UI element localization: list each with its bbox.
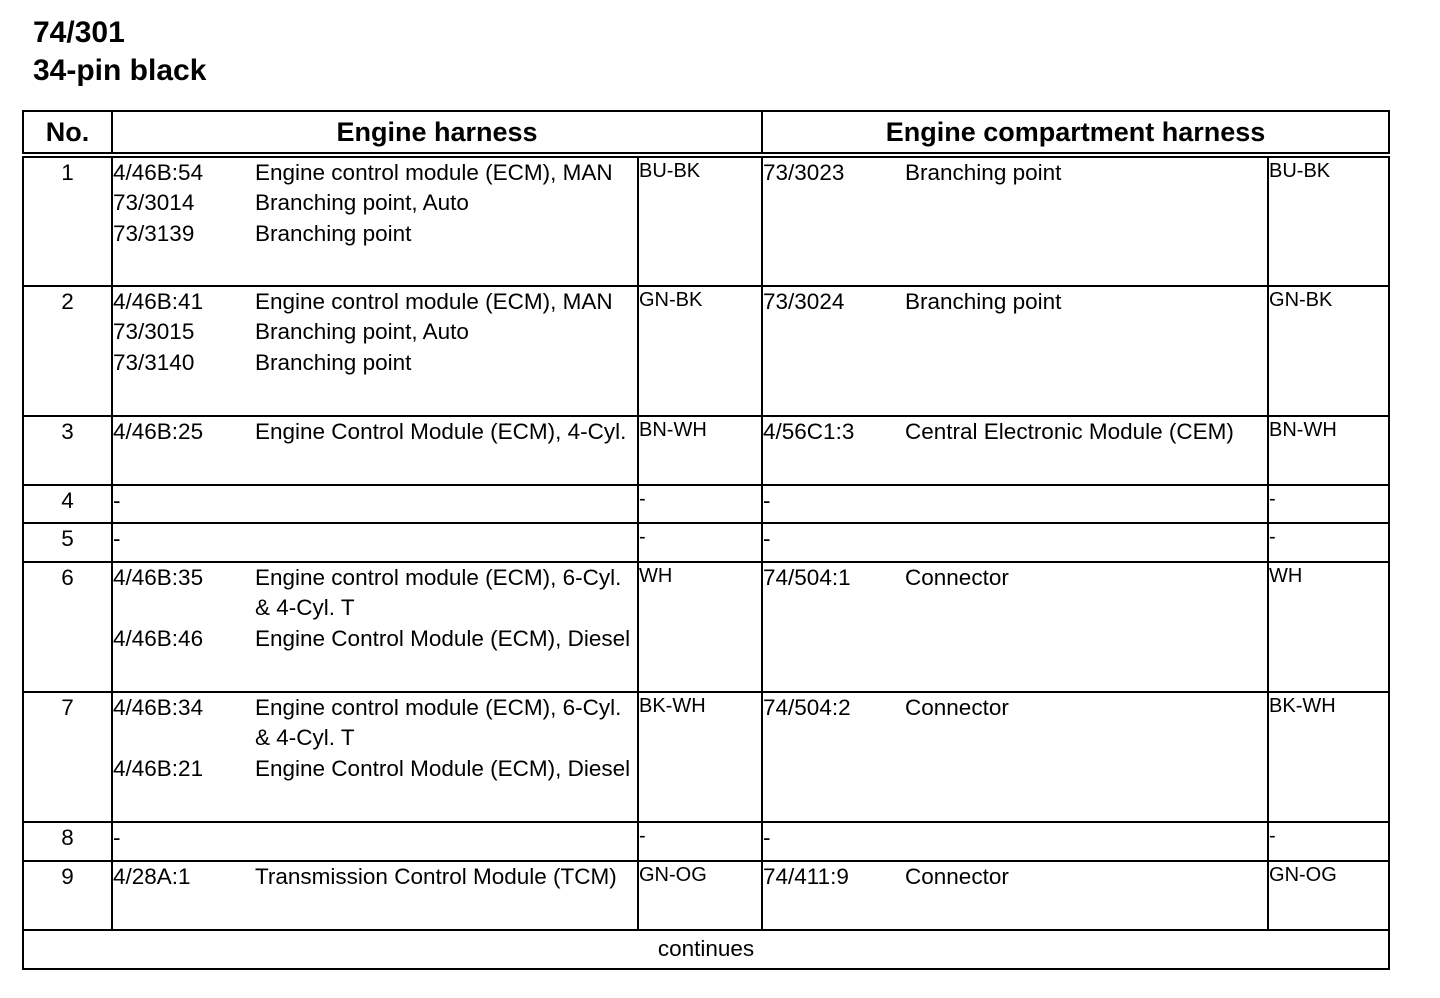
connection-code: 4/56C1:3	[763, 419, 855, 444]
connection-description: Central Electronic Module (CEM)	[905, 419, 1234, 444]
connection-code: -	[763, 526, 771, 551]
connection-code: 4/46B:21	[113, 755, 204, 781]
pin-number: 4	[23, 485, 112, 523]
pin-number: 6	[23, 562, 112, 692]
page-title	[33, 14, 206, 90]
connection-entry	[113, 158, 637, 188]
engine-harness-connections	[112, 692, 638, 822]
connection-entry	[113, 188, 637, 218]
compartment-wire-color: GN-BK	[1268, 286, 1389, 416]
connection-code: 73/3024	[763, 289, 845, 314]
table-header-row	[23, 111, 1389, 155]
connection-description: Engine control module (ECM), MAN	[255, 289, 613, 314]
connection-code: -	[113, 526, 121, 551]
connection-description: Transmission Control Module (TCM)	[255, 864, 617, 889]
pin-number: 5	[23, 523, 112, 562]
continues-note: continues	[23, 930, 1389, 969]
connector-id: 74/301	[33, 16, 125, 49]
connection-entry	[763, 862, 1267, 892]
connection-description	[255, 823, 637, 853]
connection-code: -	[113, 825, 121, 850]
connector-description: 34-pin black	[33, 54, 207, 87]
pin-number: 2	[23, 286, 112, 416]
connection-code: 4/46B:35	[113, 565, 204, 590]
connection-entry	[113, 754, 637, 784]
engine-wire-color: WH	[638, 562, 762, 692]
connection-entry	[113, 823, 637, 853]
connection-entry	[113, 417, 637, 447]
connection-description: Branching point	[905, 289, 1062, 314]
table-row	[23, 416, 1389, 485]
connection-description	[905, 486, 1267, 516]
connection-description: Connector	[905, 565, 1009, 590]
engine-harness-connections	[112, 822, 638, 861]
connection-code: 4/46B:41	[113, 289, 204, 314]
connection-description: Branching point, Auto	[255, 190, 469, 216]
pin-number: 1	[23, 155, 112, 286]
connection-description: Branching point	[255, 349, 412, 375]
compartment-harness-connections	[762, 485, 1268, 523]
connection-entry	[763, 158, 1267, 188]
connection-description: Branching point	[905, 160, 1062, 185]
connection-entry	[763, 417, 1267, 447]
connection-description: Engine control module (ECM), 6-Cyl. & 4-Cyl. T	[255, 695, 622, 751]
engine-wire-color: -	[638, 485, 762, 523]
connection-entry	[113, 348, 637, 378]
connection-description	[905, 823, 1267, 853]
connection-description: Engine Control Module (ECM), Diesel	[255, 625, 631, 651]
engine-wire-color: BN-WH	[638, 416, 762, 485]
compartment-harness-connections	[762, 822, 1268, 861]
connection-entry	[113, 287, 637, 317]
compartment-wire-color: -	[1268, 485, 1389, 523]
compartment-harness-connections	[762, 286, 1268, 416]
table-row	[23, 692, 1389, 822]
compartment-harness-connections	[762, 523, 1268, 562]
table-row	[23, 485, 1389, 523]
connection-entry	[763, 287, 1267, 317]
engine-harness-connections	[112, 523, 638, 562]
compartment-harness-connections	[762, 861, 1268, 930]
connection-code: 4/46B:54	[113, 160, 204, 185]
engine-harness-connections	[112, 155, 638, 286]
connection-entry	[113, 693, 637, 754]
compartment-wire-color: BN-WH	[1268, 416, 1389, 485]
compartment-harness-connections	[762, 416, 1268, 485]
pin-number: 3	[23, 416, 112, 485]
connection-entry	[113, 563, 637, 624]
connection-entry	[763, 823, 1267, 853]
table-body	[23, 155, 1389, 930]
connection-code: 4/46B:34	[113, 695, 204, 720]
compartment-wire-color: WH	[1268, 562, 1389, 692]
engine-harness-connections	[112, 861, 638, 930]
connection-entry	[113, 862, 637, 892]
connection-code: 73/3014	[113, 190, 195, 216]
engine-wire-color: BK-WH	[638, 692, 762, 822]
connection-code: -	[763, 825, 771, 850]
pin-number: 9	[23, 861, 112, 930]
connection-description	[255, 524, 637, 554]
table-row	[23, 861, 1389, 930]
table-row	[23, 562, 1389, 692]
connection-description	[255, 486, 637, 516]
connection-code: 74/411:9	[763, 864, 849, 889]
engine-wire-color: GN-BK	[638, 286, 762, 416]
compartment-wire-color: GN-OG	[1268, 861, 1389, 930]
table-row	[23, 155, 1389, 286]
connection-code: -	[113, 488, 121, 513]
column-header-no: No.	[23, 111, 112, 155]
connection-code: 4/28A:1	[113, 864, 191, 889]
connection-description: Engine Control Module (ECM), Diesel	[255, 755, 631, 781]
connection-description: Engine Control Module (ECM), 4-Cyl.	[255, 419, 627, 444]
engine-wire-color: -	[638, 523, 762, 562]
connection-description: Connector	[905, 864, 1009, 889]
table-footer-row	[23, 930, 1389, 969]
compartment-wire-color: BK-WH	[1268, 692, 1389, 822]
connection-entry	[113, 219, 637, 249]
pin-table	[22, 110, 1390, 970]
pin-number: 8	[23, 822, 112, 861]
compartment-harness-connections	[762, 562, 1268, 692]
connection-entry	[113, 317, 637, 347]
connection-entry	[763, 563, 1267, 593]
compartment-wire-color: -	[1268, 822, 1389, 861]
connection-entry	[763, 486, 1267, 516]
connection-code: 4/46B:46	[113, 625, 204, 651]
table-row	[23, 822, 1389, 861]
connection-description: Branching point	[255, 220, 412, 246]
connection-entry	[763, 524, 1267, 554]
connection-code: 73/3015	[113, 319, 195, 345]
connection-code: 74/504:1	[763, 565, 851, 590]
connection-description: Engine control module (ECM), MAN	[255, 160, 613, 185]
engine-wire-color: BU-BK	[638, 155, 762, 286]
engine-wire-color: -	[638, 822, 762, 861]
connection-entry	[113, 624, 637, 654]
column-header-compartment-harness: Engine compartment harness	[762, 111, 1389, 155]
engine-harness-connections	[112, 416, 638, 485]
column-header-engine-harness: Engine harness	[112, 111, 762, 155]
compartment-harness-connections	[762, 155, 1268, 286]
connection-entry	[113, 524, 637, 554]
compartment-wire-color: -	[1268, 523, 1389, 562]
connection-code: 73/3139	[113, 220, 195, 246]
connection-code: 74/504:2	[763, 695, 851, 720]
connection-description: Branching point, Auto	[255, 319, 469, 345]
engine-harness-connections	[112, 286, 638, 416]
table-row	[23, 523, 1389, 562]
compartment-harness-connections	[762, 692, 1268, 822]
connection-code: 73/3140	[113, 349, 195, 375]
connection-code: -	[763, 488, 771, 513]
connection-description	[905, 524, 1267, 554]
connection-entry	[113, 486, 637, 516]
engine-harness-connections	[112, 485, 638, 523]
compartment-wire-color: BU-BK	[1268, 155, 1389, 286]
engine-harness-connections	[112, 562, 638, 692]
connection-code: 4/46B:25	[113, 419, 204, 444]
connection-code: 73/3023	[763, 160, 845, 185]
connection-description: Connector	[905, 695, 1009, 720]
pin-number: 7	[23, 692, 112, 822]
engine-wire-color: GN-OG	[638, 861, 762, 930]
connection-entry	[763, 693, 1267, 723]
connection-description: Engine control module (ECM), 6-Cyl. & 4-Cyl. T	[255, 565, 622, 621]
table-row	[23, 286, 1389, 416]
